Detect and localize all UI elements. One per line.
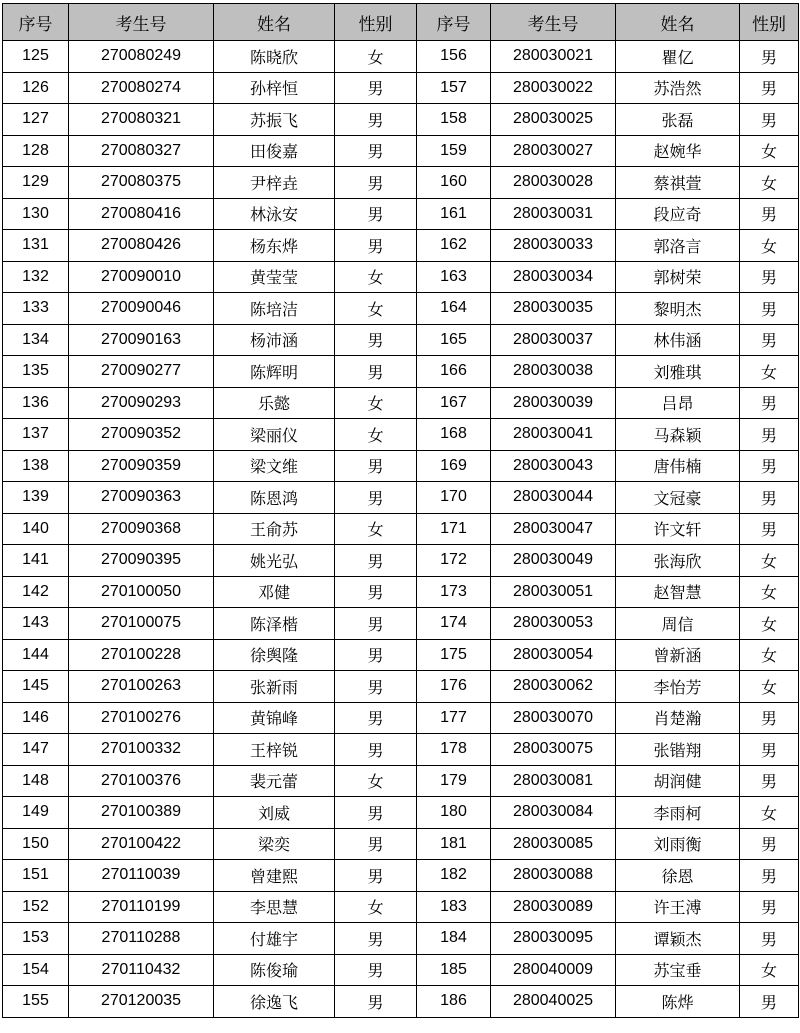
exam-id-right-cell: 280030070: [491, 702, 616, 734]
table-row: [3, 356, 799, 388]
exam-id-right-cell: 280030039: [491, 387, 616, 419]
name-left-cell: 陈晓欣: [214, 41, 335, 73]
gender-left-cell: 男: [335, 482, 417, 514]
exam-id-right-cell: 280030021: [491, 41, 616, 73]
gender-left-cell: 男: [335, 450, 417, 482]
index-right-cell: 156: [417, 41, 491, 73]
name-right-cell: 李怡芳: [616, 671, 740, 703]
header-index-right: 序号: [417, 4, 491, 41]
table-row: [3, 639, 799, 671]
exam-id-left-cell: 270090163: [69, 324, 214, 356]
name-left-cell: 曾建熙: [214, 860, 335, 892]
index-right-cell: 163: [417, 261, 491, 293]
index-left-cell: 136: [3, 387, 69, 419]
name-left-cell: 王俞苏: [214, 513, 335, 545]
gender-right-cell: 女: [740, 167, 799, 199]
gender-right-cell: 男: [740, 72, 799, 104]
table-header: [3, 4, 799, 41]
name-right-cell: 郭树荣: [616, 261, 740, 293]
name-right-cell: 曾新涵: [616, 639, 740, 671]
exam-id-left-cell: 270100376: [69, 765, 214, 797]
gender-right-cell: 男: [740, 702, 799, 734]
gender-left-cell: 男: [335, 639, 417, 671]
name-right-cell: 赵智慧: [616, 576, 740, 608]
header-gender-right: 性别: [740, 4, 799, 41]
name-right-cell: 唐伟楠: [616, 450, 740, 482]
exam-id-left-cell: 270100276: [69, 702, 214, 734]
index-right-cell: 161: [417, 198, 491, 230]
table-row: [3, 513, 799, 545]
name-left-cell: 陈俊瑜: [214, 954, 335, 986]
table-row: [3, 450, 799, 482]
gender-left-cell: 男: [335, 608, 417, 640]
index-right-cell: 179: [417, 765, 491, 797]
name-left-cell: 田俊嘉: [214, 135, 335, 167]
exam-id-right-cell: 280030062: [491, 671, 616, 703]
table-row: [3, 576, 799, 608]
index-left-cell: 147: [3, 734, 69, 766]
index-right-cell: 168: [417, 419, 491, 451]
index-left-cell: 131: [3, 230, 69, 262]
table-row: [3, 545, 799, 577]
index-left-cell: 140: [3, 513, 69, 545]
exam-id-left-cell: 270090363: [69, 482, 214, 514]
gender-right-cell: 男: [740, 324, 799, 356]
gender-left-cell: 男: [335, 576, 417, 608]
gender-left-cell: 女: [335, 419, 417, 451]
gender-right-cell: 男: [740, 828, 799, 860]
exam-id-right-cell: 280030075: [491, 734, 616, 766]
index-left-cell: 151: [3, 860, 69, 892]
exam-id-left-cell: 270090293: [69, 387, 214, 419]
header-name-right: 姓名: [616, 4, 740, 41]
table-row: [3, 860, 799, 892]
name-left-cell: 苏振飞: [214, 104, 335, 136]
header-exam-id-right: 考生号: [491, 4, 616, 41]
gender-right-cell: 女: [740, 954, 799, 986]
name-left-cell: 陈辉明: [214, 356, 335, 388]
index-left-cell: 126: [3, 72, 69, 104]
gender-right-cell: 男: [740, 923, 799, 955]
table-row: [3, 797, 799, 829]
name-right-cell: 瞿亿: [616, 41, 740, 73]
index-right-cell: 174: [417, 608, 491, 640]
table-row: [3, 765, 799, 797]
exam-id-right-cell: 280030089: [491, 891, 616, 923]
index-right-cell: 170: [417, 482, 491, 514]
name-left-cell: 林泳安: [214, 198, 335, 230]
index-left-cell: 148: [3, 765, 69, 797]
index-left-cell: 138: [3, 450, 69, 482]
name-left-cell: 李思慧: [214, 891, 335, 923]
exam-id-left-cell: 270100263: [69, 671, 214, 703]
name-left-cell: 王梓锐: [214, 734, 335, 766]
name-right-cell: 周信: [616, 608, 740, 640]
index-right-cell: 184: [417, 923, 491, 955]
index-left-cell: 149: [3, 797, 69, 829]
index-left-cell: 146: [3, 702, 69, 734]
index-right-cell: 178: [417, 734, 491, 766]
gender-right-cell: 女: [740, 135, 799, 167]
exam-id-left-cell: 270090277: [69, 356, 214, 388]
gender-left-cell: 男: [335, 702, 417, 734]
name-left-cell: 陈培洁: [214, 293, 335, 325]
index-right-cell: 185: [417, 954, 491, 986]
index-right-cell: 160: [417, 167, 491, 199]
index-left-cell: 142: [3, 576, 69, 608]
exam-id-left-cell: 270110199: [69, 891, 214, 923]
exam-id-right-cell: 280030053: [491, 608, 616, 640]
gender-right-cell: 男: [740, 986, 799, 1018]
name-left-cell: 付雄宇: [214, 923, 335, 955]
gender-left-cell: 男: [335, 545, 417, 577]
name-left-cell: 黄锦峰: [214, 702, 335, 734]
table-row: [3, 261, 799, 293]
exam-id-left-cell: 270110288: [69, 923, 214, 955]
table-row: [3, 828, 799, 860]
name-right-cell: 肖楚瀚: [616, 702, 740, 734]
exam-id-left-cell: 270080375: [69, 167, 214, 199]
gender-right-cell: 男: [740, 482, 799, 514]
table-row: [3, 293, 799, 325]
gender-right-cell: 男: [740, 419, 799, 451]
gender-left-cell: 男: [335, 734, 417, 766]
name-right-cell: 张磊: [616, 104, 740, 136]
index-left-cell: 134: [3, 324, 69, 356]
exam-id-right-cell: 280030085: [491, 828, 616, 860]
exam-id-left-cell: 270080327: [69, 135, 214, 167]
gender-right-cell: 女: [740, 545, 799, 577]
index-left-cell: 127: [3, 104, 69, 136]
gender-left-cell: 男: [335, 135, 417, 167]
gender-right-cell: 男: [740, 860, 799, 892]
name-right-cell: 段应奇: [616, 198, 740, 230]
header-gender-left: 性别: [335, 4, 417, 41]
exam-id-right-cell: 280030037: [491, 324, 616, 356]
name-left-cell: 尹梓垚: [214, 167, 335, 199]
exam-id-left-cell: 270090352: [69, 419, 214, 451]
gender-left-cell: 女: [335, 765, 417, 797]
gender-right-cell: 女: [740, 356, 799, 388]
gender-left-cell: 男: [335, 860, 417, 892]
exam-id-right-cell: 280030051: [491, 576, 616, 608]
table-row: [3, 324, 799, 356]
gender-left-cell: 女: [335, 41, 417, 73]
index-left-cell: 152: [3, 891, 69, 923]
gender-left-cell: 男: [335, 230, 417, 262]
exam-id-right-cell: 280040025: [491, 986, 616, 1018]
index-right-cell: 186: [417, 986, 491, 1018]
index-right-cell: 171: [417, 513, 491, 545]
index-left-cell: 135: [3, 356, 69, 388]
exam-id-right-cell: 280030028: [491, 167, 616, 199]
index-right-cell: 182: [417, 860, 491, 892]
gender-right-cell: 男: [740, 198, 799, 230]
exam-id-right-cell: 280030035: [491, 293, 616, 325]
exam-id-left-cell: 270100389: [69, 797, 214, 829]
header-exam-id-left: 考生号: [69, 4, 214, 41]
gender-right-cell: 男: [740, 104, 799, 136]
name-left-cell: 梁丽仪: [214, 419, 335, 451]
exam-id-left-cell: 270080416: [69, 198, 214, 230]
name-right-cell: 文冠豪: [616, 482, 740, 514]
name-left-cell: 杨东烨: [214, 230, 335, 262]
name-left-cell: 徐逸飞: [214, 986, 335, 1018]
name-right-cell: 马森颖: [616, 419, 740, 451]
header-name-left: 姓名: [214, 4, 335, 41]
exam-id-right-cell: 280030054: [491, 639, 616, 671]
name-left-cell: 乐懿: [214, 387, 335, 419]
name-right-cell: 苏宝垂: [616, 954, 740, 986]
index-right-cell: 169: [417, 450, 491, 482]
index-right-cell: 183: [417, 891, 491, 923]
name-right-cell: 林伟涵: [616, 324, 740, 356]
index-left-cell: 153: [3, 923, 69, 955]
table-row: [3, 923, 799, 955]
exam-id-left-cell: 270080274: [69, 72, 214, 104]
index-left-cell: 125: [3, 41, 69, 73]
name-left-cell: 刘威: [214, 797, 335, 829]
index-left-cell: 129: [3, 167, 69, 199]
gender-left-cell: 男: [335, 356, 417, 388]
index-right-cell: 162: [417, 230, 491, 262]
exam-id-left-cell: 270080426: [69, 230, 214, 262]
exam-id-right-cell: 280030025: [491, 104, 616, 136]
index-right-cell: 173: [417, 576, 491, 608]
table-row: [3, 41, 799, 73]
name-left-cell: 梁奕: [214, 828, 335, 860]
gender-left-cell: 女: [335, 387, 417, 419]
gender-right-cell: 男: [740, 765, 799, 797]
exam-id-right-cell: 280030047: [491, 513, 616, 545]
exam-id-right-cell: 280040009: [491, 954, 616, 986]
index-right-cell: 176: [417, 671, 491, 703]
name-right-cell: 郭洛言: [616, 230, 740, 262]
exam-id-right-cell: 280030031: [491, 198, 616, 230]
exam-id-right-cell: 280030034: [491, 261, 616, 293]
header-index-left: 序号: [3, 4, 69, 41]
table-row: [3, 167, 799, 199]
index-left-cell: 155: [3, 986, 69, 1018]
gender-right-cell: 男: [740, 293, 799, 325]
exam-id-right-cell: 280030041: [491, 419, 616, 451]
exam-id-left-cell: 270090395: [69, 545, 214, 577]
index-left-cell: 137: [3, 419, 69, 451]
name-right-cell: 张海欣: [616, 545, 740, 577]
index-right-cell: 175: [417, 639, 491, 671]
index-left-cell: 128: [3, 135, 69, 167]
gender-right-cell: 男: [740, 261, 799, 293]
index-right-cell: 166: [417, 356, 491, 388]
exam-id-left-cell: 270090359: [69, 450, 214, 482]
gender-left-cell: 男: [335, 104, 417, 136]
name-right-cell: 刘雨衡: [616, 828, 740, 860]
index-right-cell: 164: [417, 293, 491, 325]
exam-id-left-cell: 270110039: [69, 860, 214, 892]
gender-right-cell: 男: [740, 734, 799, 766]
exam-id-left-cell: 270080321: [69, 104, 214, 136]
exam-id-left-cell: 270080249: [69, 41, 214, 73]
name-right-cell: 张锴翔: [616, 734, 740, 766]
table-row: [3, 891, 799, 923]
exam-id-left-cell: 270100332: [69, 734, 214, 766]
name-right-cell: 赵婉华: [616, 135, 740, 167]
gender-left-cell: 女: [335, 293, 417, 325]
gender-right-cell: 男: [740, 891, 799, 923]
header-row: [3, 4, 799, 41]
name-right-cell: 陈烨: [616, 986, 740, 1018]
gender-right-cell: 女: [740, 639, 799, 671]
gender-right-cell: 男: [740, 450, 799, 482]
exam-id-right-cell: 280030033: [491, 230, 616, 262]
index-right-cell: 159: [417, 135, 491, 167]
table-row: [3, 135, 799, 167]
table-row: [3, 671, 799, 703]
gender-left-cell: 男: [335, 198, 417, 230]
index-right-cell: 165: [417, 324, 491, 356]
gender-left-cell: 男: [335, 324, 417, 356]
index-right-cell: 180: [417, 797, 491, 829]
gender-left-cell: 女: [335, 261, 417, 293]
name-left-cell: 陈恩鸿: [214, 482, 335, 514]
gender-left-cell: 男: [335, 671, 417, 703]
table-row: [3, 734, 799, 766]
name-left-cell: 梁文维: [214, 450, 335, 482]
name-right-cell: 徐恩: [616, 860, 740, 892]
name-right-cell: 刘雅琪: [616, 356, 740, 388]
exam-id-right-cell: 280030081: [491, 765, 616, 797]
gender-left-cell: 男: [335, 923, 417, 955]
student-roster-table: [2, 3, 799, 1018]
name-left-cell: 黄莹莹: [214, 261, 335, 293]
name-left-cell: 裴元蕾: [214, 765, 335, 797]
index-left-cell: 139: [3, 482, 69, 514]
gender-right-cell: 女: [740, 671, 799, 703]
table-row: [3, 702, 799, 734]
exam-id-left-cell: 270090046: [69, 293, 214, 325]
gender-right-cell: 男: [740, 387, 799, 419]
gender-right-cell: 女: [740, 230, 799, 262]
index-right-cell: 158: [417, 104, 491, 136]
name-right-cell: 李雨柯: [616, 797, 740, 829]
index-right-cell: 167: [417, 387, 491, 419]
name-right-cell: 苏浩然: [616, 72, 740, 104]
table-row: [3, 198, 799, 230]
table-row: [3, 954, 799, 986]
gender-left-cell: 女: [335, 891, 417, 923]
exam-id-left-cell: 270100228: [69, 639, 214, 671]
table-body: [3, 41, 799, 1018]
exam-id-right-cell: 280030043: [491, 450, 616, 482]
name-right-cell: 胡润健: [616, 765, 740, 797]
gender-left-cell: 男: [335, 828, 417, 860]
table-row: [3, 986, 799, 1018]
table-row: [3, 104, 799, 136]
table-row: [3, 419, 799, 451]
name-left-cell: 徐舆隆: [214, 639, 335, 671]
gender-left-cell: 男: [335, 797, 417, 829]
index-left-cell: 132: [3, 261, 69, 293]
index-right-cell: 157: [417, 72, 491, 104]
index-left-cell: 145: [3, 671, 69, 703]
gender-right-cell: 男: [740, 513, 799, 545]
name-left-cell: 孙梓恒: [214, 72, 335, 104]
gender-left-cell: 男: [335, 167, 417, 199]
index-right-cell: 177: [417, 702, 491, 734]
index-left-cell: 150: [3, 828, 69, 860]
exam-id-left-cell: 270100050: [69, 576, 214, 608]
gender-right-cell: 女: [740, 608, 799, 640]
table-row: [3, 230, 799, 262]
table-row: [3, 387, 799, 419]
gender-right-cell: 男: [740, 41, 799, 73]
exam-id-left-cell: 270110432: [69, 954, 214, 986]
index-right-cell: 181: [417, 828, 491, 860]
name-left-cell: 姚光弘: [214, 545, 335, 577]
exam-id-left-cell: 270120035: [69, 986, 214, 1018]
table-row: [3, 482, 799, 514]
name-right-cell: 黎明杰: [616, 293, 740, 325]
index-left-cell: 144: [3, 639, 69, 671]
gender-left-cell: 男: [335, 72, 417, 104]
exam-id-left-cell: 270100422: [69, 828, 214, 860]
exam-id-right-cell: 280030095: [491, 923, 616, 955]
name-right-cell: 许文轩: [616, 513, 740, 545]
gender-left-cell: 女: [335, 513, 417, 545]
exam-id-right-cell: 280030044: [491, 482, 616, 514]
gender-right-cell: 女: [740, 797, 799, 829]
exam-id-right-cell: 280030084: [491, 797, 616, 829]
index-left-cell: 143: [3, 608, 69, 640]
exam-id-right-cell: 280030022: [491, 72, 616, 104]
name-right-cell: 许王溥: [616, 891, 740, 923]
name-right-cell: 吕昂: [616, 387, 740, 419]
gender-left-cell: 男: [335, 986, 417, 1018]
name-left-cell: 张新雨: [214, 671, 335, 703]
index-left-cell: 141: [3, 545, 69, 577]
gender-left-cell: 男: [335, 954, 417, 986]
name-left-cell: 陈泽楷: [214, 608, 335, 640]
name-left-cell: 杨沛涵: [214, 324, 335, 356]
index-left-cell: 133: [3, 293, 69, 325]
table-row: [3, 72, 799, 104]
exam-id-left-cell: 270100075: [69, 608, 214, 640]
index-left-cell: 130: [3, 198, 69, 230]
name-right-cell: 谭颖杰: [616, 923, 740, 955]
index-right-cell: 172: [417, 545, 491, 577]
exam-id-right-cell: 280030038: [491, 356, 616, 388]
name-right-cell: 蔡祺萱: [616, 167, 740, 199]
gender-right-cell: 女: [740, 576, 799, 608]
exam-id-right-cell: 280030088: [491, 860, 616, 892]
name-left-cell: 邓健: [214, 576, 335, 608]
exam-id-left-cell: 270090010: [69, 261, 214, 293]
table-row: [3, 608, 799, 640]
exam-id-left-cell: 270090368: [69, 513, 214, 545]
exam-id-right-cell: 280030027: [491, 135, 616, 167]
index-left-cell: 154: [3, 954, 69, 986]
exam-id-right-cell: 280030049: [491, 545, 616, 577]
